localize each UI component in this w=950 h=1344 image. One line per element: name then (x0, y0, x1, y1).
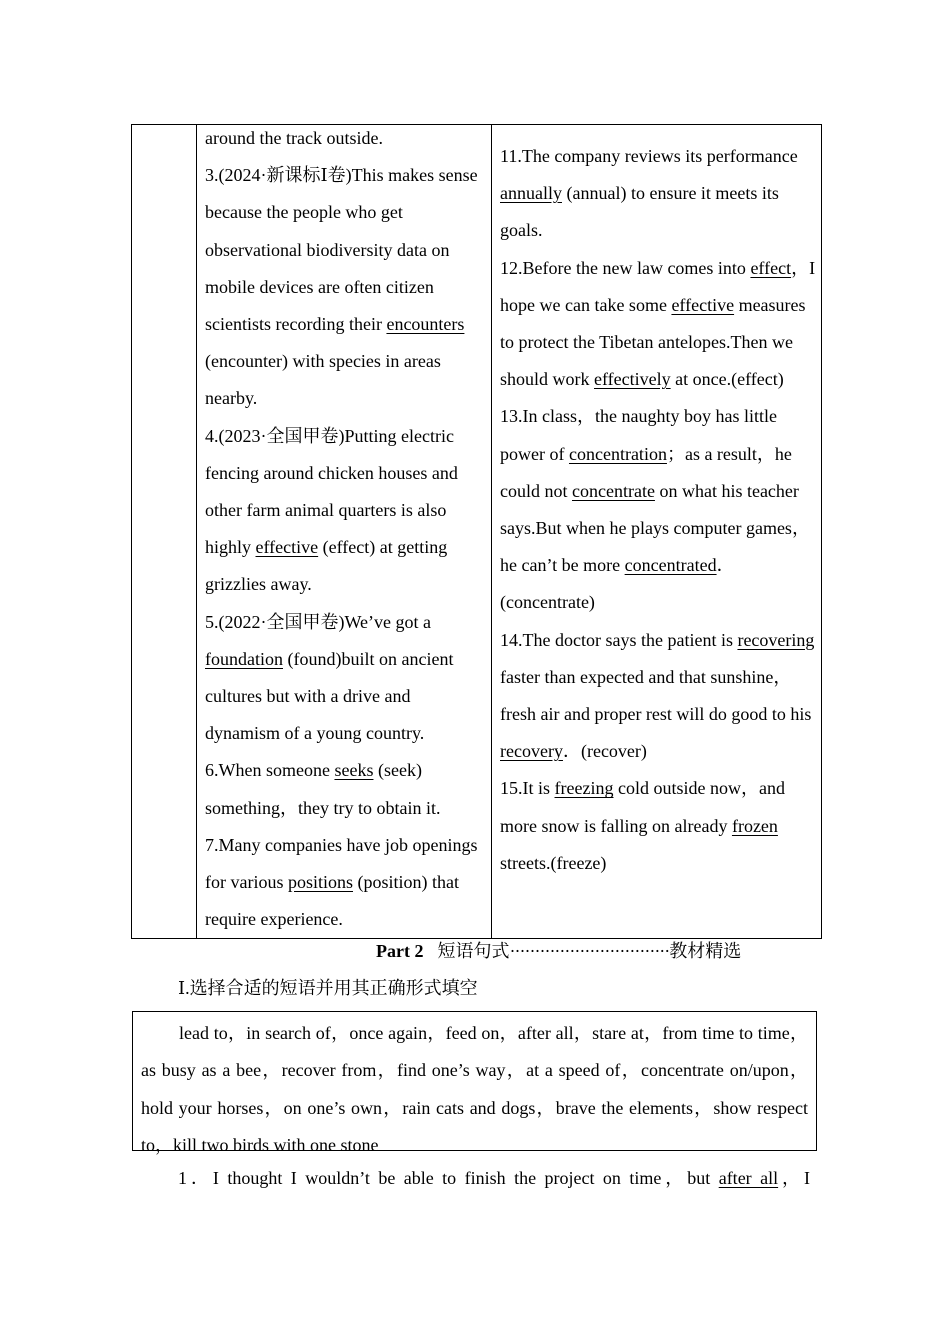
exercise-item-text: faster than expected and that sunshine，fresh air and proper rest will do good to his (500, 666, 812, 725)
right-column-text (492, 125, 821, 882)
exercise-item-text: 15.It is (500, 778, 555, 799)
answer-blank: foundation (205, 648, 283, 669)
exercise-item (500, 622, 817, 771)
question-text: 1．I thought I wouldn’t be able to finish the project on time，but (178, 1168, 719, 1188)
part2-tag: 教材精选 (669, 941, 742, 961)
part2-dots: ································ (509, 941, 670, 961)
exercise-item-text: 3.(2024·新课标Ⅰ卷)This makes sense because the people who get observational biodiversity data on mobile devices are often citizen scientists recording their (205, 165, 478, 335)
part2-label: Part 2 (376, 941, 424, 961)
exercise-item-text: 4.(2023·全国甲卷)Putting electric fencing around chicken houses and other farm animal quarters is also highly (205, 425, 458, 558)
exercise-item (500, 138, 817, 250)
answer-blank: seeks (334, 760, 374, 781)
exercise-item-text: 11.The company reviews its performance (500, 146, 798, 166)
exercise-item-text: (encounter) with species in areas nearby. (205, 351, 441, 409)
table-middle-cell (197, 125, 492, 939)
exercise-item-text: ．(concentrate) (500, 555, 735, 613)
exercise-item-text: 6.When someone (205, 760, 335, 781)
exercise-item (205, 752, 487, 826)
middle-column-text (197, 120, 491, 938)
table-right-cell (492, 125, 822, 939)
exercise-item-text: (position) that require experience. (205, 872, 459, 930)
exercise-item-text: (found)built on ancient cultures but with a drive and dynamism of a young country. (205, 648, 454, 744)
exercise-item-text: 12.Before the new law comes into (500, 257, 751, 278)
answer-blank: concentrate (572, 480, 655, 501)
answer-blank: concentration (568, 443, 667, 464)
exercise-item (205, 120, 487, 157)
answer-blank: effective (671, 294, 735, 315)
exercise-item (205, 604, 487, 753)
exercise-item (500, 398, 817, 621)
exercise-item-text: 7.Many companies have job openings for various (205, 834, 478, 893)
exercise-item-text: ，I hope we can take some (500, 257, 816, 315)
exercise-item-text: around the track outside. (205, 128, 383, 148)
exercise-item-text: cold outside now，and more snow is falling on already (500, 778, 785, 836)
exercise-item (205, 418, 487, 604)
exercise-item-text: ．(recover) (562, 741, 647, 762)
part2-title: 短语句式 (437, 941, 510, 961)
answer-blank: encounters (386, 314, 465, 335)
exercise-item-text: ；as a result，he could not (500, 443, 792, 501)
table-left-cell (132, 125, 197, 939)
answer-blank: effect (750, 257, 792, 278)
section-heading: Ⅰ.选择合适的短语并用其正确形式填空 (178, 978, 478, 998)
exercise-item-text: (seek) something，they try to obtain it. (205, 760, 441, 818)
exercise-item-text: (effect) at getting grizzlies away. (205, 537, 448, 595)
exercise-item (500, 250, 817, 399)
exercise-item-text: 5.(2022·全国甲卷)We’ve got a (205, 611, 431, 632)
exercise-item-text: (annual) to ensure it meets its goals. (500, 183, 779, 241)
exercise-item-text: 14.The doctor says the patient is (500, 629, 738, 650)
answer-blank: after all (718, 1168, 779, 1188)
exercise-item (205, 827, 487, 939)
answer-blank: effective (255, 537, 319, 558)
exercise-item-text: 13.In class，the naughty boy has little power of (500, 406, 777, 464)
vocab-table (131, 124, 822, 939)
question-text: ，I (778, 1168, 810, 1188)
answer-blank: recovering (737, 629, 815, 650)
answer-blank: recovery (500, 741, 563, 762)
phrase-box: lead to，in search of，once again，feed on，after all，stare at，from time to time，as busy as a bee，recover from，find one’s way，at a speed of，concentrate on/upon，hold your horses，on one’s own，rain cats and dogs，brave the elements，show respect to，kill two birds with one stone (132, 1011, 817, 1151)
exercise-item-text: at once.(effect) (670, 369, 784, 390)
exercise-item (205, 157, 487, 417)
exercise-item (500, 770, 817, 882)
answer-blank: annually (500, 183, 562, 204)
answer-blank: concentrated (624, 555, 717, 576)
exercise-item-text: streets.(freeze) (500, 852, 607, 873)
question-1 (178, 1164, 810, 1192)
exercise-item-text: on what his teacher says.But when he plays computer games，he can’t be more (500, 480, 810, 576)
answer-blank: freezing (554, 778, 614, 799)
answer-blank: effectively (594, 369, 671, 390)
exercise-item-text: measures to protect the Tibetan antelopes.Then we should work (500, 294, 806, 390)
answer-blank: positions (287, 872, 353, 893)
part2-header (376, 938, 741, 964)
answer-blank: frozen (731, 815, 778, 836)
